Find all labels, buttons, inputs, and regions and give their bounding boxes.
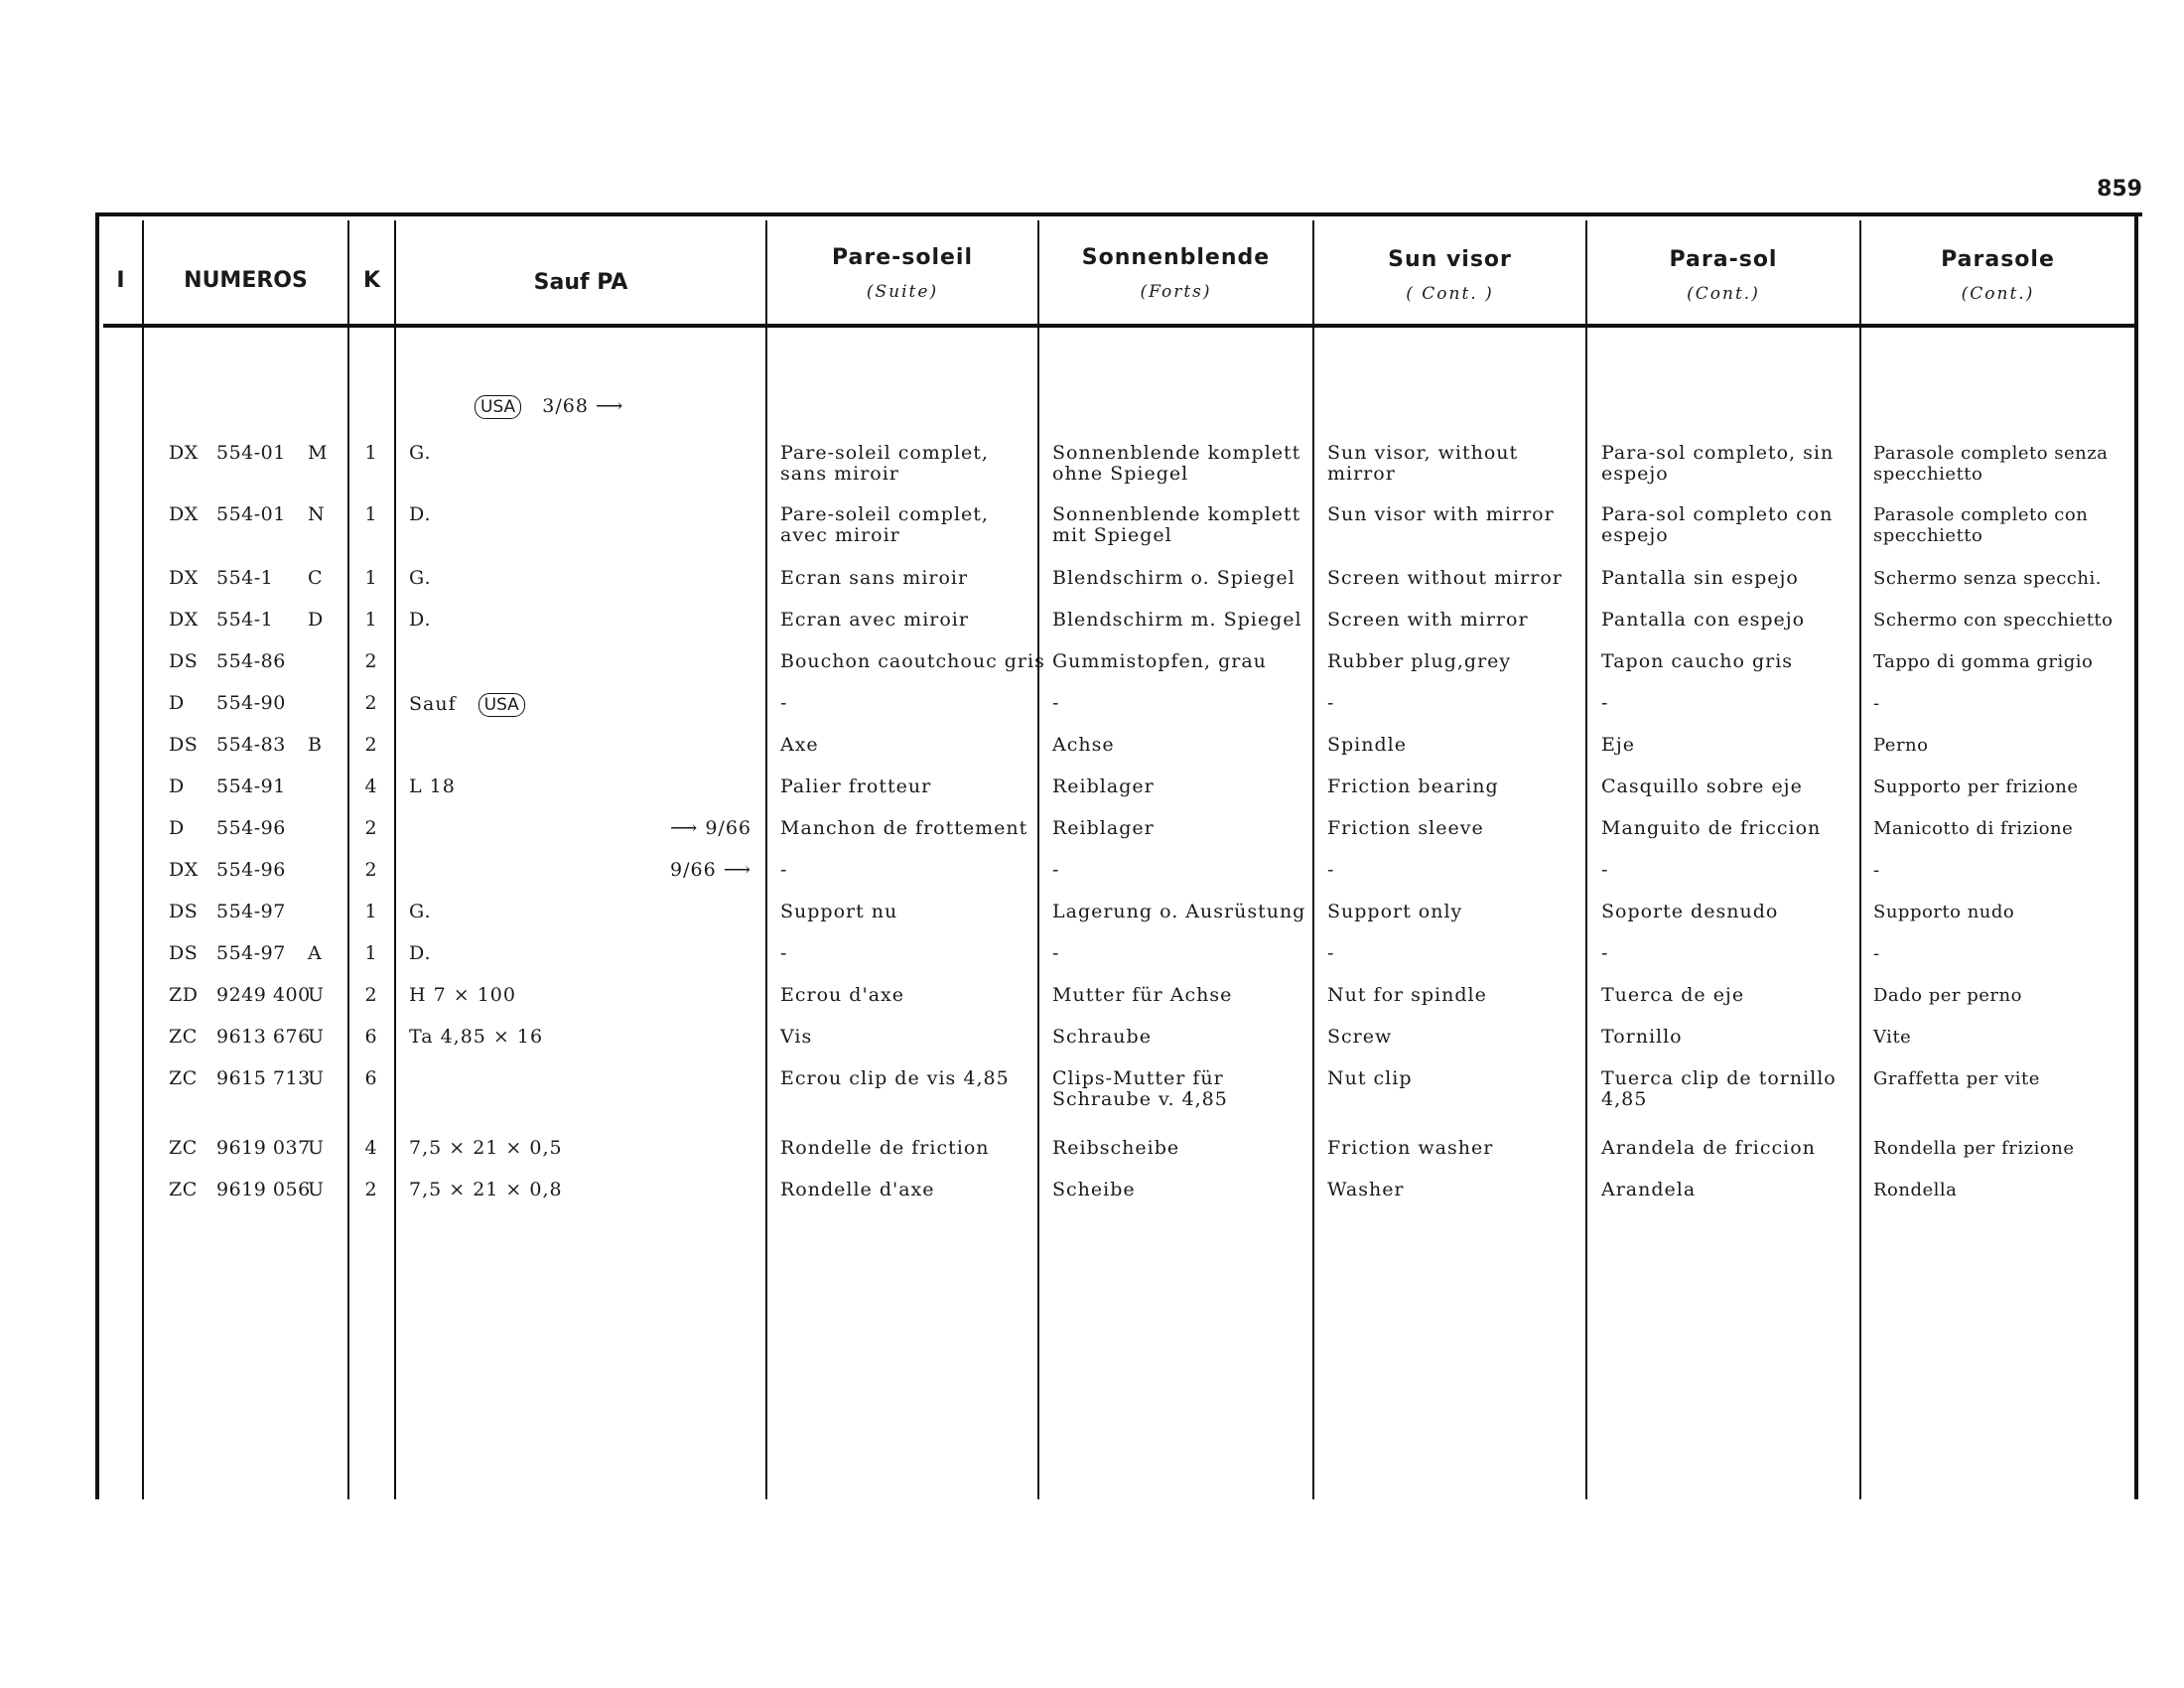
header-bottom-rule <box>103 324 2134 328</box>
rule-left-outer <box>95 212 99 1499</box>
quantity-k: 4 <box>364 1137 378 1159</box>
desc-en: Screen with mirror <box>1327 609 1529 631</box>
sauf-pa-date: 9/66 ⟶ <box>670 859 751 881</box>
desc-de: Clips-Mutter für Schraube v. 4,85 <box>1052 1067 1228 1110</box>
desc-de: Scheibe <box>1052 1179 1136 1200</box>
sauf-pa-cell: G. <box>409 567 432 589</box>
desc-it: Perno <box>1873 735 1929 756</box>
header-it-title: Parasole <box>1941 247 2055 272</box>
desc-de: Schraube <box>1052 1026 1152 1048</box>
desc-de: Mutter für Achse <box>1052 984 1233 1006</box>
part-number: 554-91 <box>216 775 286 797</box>
part-prefix: DX <box>169 503 199 525</box>
sauf-pa-date: ⟶ 9/66 <box>670 817 751 839</box>
part-prefix: DS <box>169 734 199 756</box>
rule-after-es <box>1859 220 1861 1499</box>
desc-en: - <box>1327 859 1335 881</box>
header-de-title: Sonnenblende <box>1081 245 1271 270</box>
sauf-pa-cell: G. <box>409 901 432 922</box>
quantity-k: 2 <box>364 734 378 756</box>
desc-it: - <box>1873 693 1880 714</box>
header-en <box>1314 247 1585 304</box>
quantity-k: 1 <box>364 442 378 464</box>
header-en-sub: ( Cont. ) <box>1406 284 1494 304</box>
sauf-pa-cell: D. <box>409 942 432 964</box>
desc-de: Reiblager <box>1052 775 1155 797</box>
quantity-k: 1 <box>364 609 378 631</box>
desc-fr: Bouchon caoutchouc gris <box>780 650 1045 672</box>
desc-de: Sonnenblende komplett mit Spiegel <box>1052 503 1301 546</box>
desc-de: Blendschirm m. Spiegel <box>1052 609 1302 631</box>
desc-fr: Support nu <box>780 901 898 922</box>
quantity-k: 1 <box>364 503 378 525</box>
part-number: 9615 713 <box>216 1067 311 1089</box>
desc-es: Manguito de friccion <box>1601 817 1822 839</box>
desc-de: Reiblager <box>1052 817 1155 839</box>
part-prefix: DS <box>169 942 199 964</box>
desc-fr: Vis <box>780 1026 813 1048</box>
desc-it: Vite <box>1873 1027 1912 1048</box>
quantity-k: 4 <box>364 775 378 797</box>
desc-fr: Palier frotteur <box>780 775 932 797</box>
sauf-text: Sauf <box>409 693 457 715</box>
page-number: 859 <box>2097 177 2142 202</box>
part-prefix: DX <box>169 442 199 464</box>
part-suffix: B <box>308 734 323 756</box>
part-number: 554-83 <box>216 734 286 756</box>
quantity-k: 2 <box>364 817 378 839</box>
desc-it: Supporto nudo <box>1873 902 2015 922</box>
usa-badge: USA <box>478 693 525 717</box>
desc-es: Arandela <box>1601 1179 1697 1200</box>
desc-de: - <box>1052 692 1060 714</box>
desc-it: - <box>1873 943 1880 964</box>
rule-after-en <box>1585 220 1587 1499</box>
desc-es: Arandela de friccion <box>1601 1137 1816 1159</box>
part-number: 554-86 <box>216 650 286 672</box>
part-number: 9619 056 <box>216 1179 311 1200</box>
part-prefix: D <box>169 817 185 839</box>
rule-after-de <box>1312 220 1314 1499</box>
part-prefix: ZD <box>169 984 199 1006</box>
sauf-pa-cell <box>409 693 525 717</box>
desc-en: Support only <box>1327 901 1463 922</box>
quantity-k: 2 <box>364 859 378 881</box>
part-prefix: DX <box>169 567 199 589</box>
part-prefix: ZC <box>169 1026 198 1048</box>
desc-fr: Manchon de frottement <box>780 817 1028 839</box>
header-es-sub: (Cont.) <box>1687 284 1760 304</box>
part-prefix: DX <box>169 609 199 631</box>
part-number: 9613 676 <box>216 1026 311 1048</box>
desc-en: Nut clip <box>1327 1067 1413 1089</box>
header-en-title: Sun visor <box>1388 247 1512 272</box>
desc-it: Schermo senza specchi. <box>1873 568 2102 589</box>
desc-de: Blendschirm o. Spiegel <box>1052 567 1296 589</box>
desc-de: - <box>1052 942 1060 964</box>
part-prefix: DS <box>169 901 199 922</box>
desc-es: Tuerca clip de tornillo 4,85 <box>1601 1067 1837 1110</box>
rule-left-inner <box>142 220 144 1499</box>
quantity-k: 1 <box>364 942 378 964</box>
part-suffix: D <box>308 609 325 631</box>
header-fr <box>767 245 1037 302</box>
quantity-k: 1 <box>364 567 378 589</box>
desc-de: - <box>1052 859 1060 881</box>
header-index: I <box>116 268 125 293</box>
desc-es: Para-sol completo, sin espejo <box>1601 442 1835 485</box>
rule-after-numeros <box>347 220 349 1499</box>
rule-right-outer <box>2134 212 2138 1499</box>
desc-en: Nut for spindle <box>1327 984 1487 1006</box>
desc-it: - <box>1873 860 1880 881</box>
desc-en: Rubber plug,grey <box>1327 650 1512 672</box>
part-prefix: DS <box>169 650 199 672</box>
desc-en: Friction bearing <box>1327 775 1499 797</box>
part-number: 554-96 <box>216 817 286 839</box>
desc-en: - <box>1327 692 1335 714</box>
desc-es: Eje <box>1601 734 1636 756</box>
part-number: 554-97 <box>216 942 286 964</box>
header-fr-sub: (Suite) <box>866 282 939 302</box>
part-suffix: N <box>308 503 326 525</box>
desc-en: Screen without mirror <box>1327 567 1563 589</box>
sauf-pa-cell: G. <box>409 442 432 464</box>
rule-after-fr <box>1037 220 1039 1499</box>
rule-after-k <box>394 220 396 1499</box>
desc-es: Pantalla sin espejo <box>1601 567 1799 589</box>
desc-it: Parasole completo senza specchietto <box>1873 443 2109 485</box>
quantity-k: 2 <box>364 650 378 672</box>
desc-en: Sun visor with mirror <box>1327 503 1555 525</box>
quantity-k: 2 <box>364 1179 378 1200</box>
header-fr-title: Pare-soleil <box>831 245 974 270</box>
part-suffix: M <box>308 442 329 464</box>
part-number: 554-90 <box>216 692 286 714</box>
part-suffix: U <box>308 1026 326 1048</box>
desc-fr: - <box>780 942 788 964</box>
part-prefix: D <box>169 775 185 797</box>
part-suffix: C <box>308 567 324 589</box>
header-sauf-pa: Sauf PA <box>533 270 628 295</box>
part-number: 9249 400 <box>216 984 311 1006</box>
sauf-pa-cell: D. <box>409 503 432 525</box>
desc-de: Sonnenblende komplett ohne Spiegel <box>1052 442 1301 485</box>
part-number: 554-01 <box>216 503 286 525</box>
desc-it: Manicotto di frizione <box>1873 818 2074 839</box>
part-prefix: DX <box>169 859 199 881</box>
desc-es: Tornillo <box>1601 1026 1683 1048</box>
sauf-pa-cell: Ta 4,85 × 16 <box>409 1026 544 1048</box>
part-suffix: U <box>308 984 326 1006</box>
desc-en: Washer <box>1327 1179 1405 1200</box>
header-de <box>1039 245 1312 302</box>
desc-fr: Rondelle d'axe <box>780 1179 935 1200</box>
desc-fr: Ecran avec miroir <box>780 609 969 631</box>
part-prefix: D <box>169 692 185 714</box>
desc-es: Tuerca de eje <box>1601 984 1745 1006</box>
desc-en: Friction sleeve <box>1327 817 1484 839</box>
desc-en: - <box>1327 942 1335 964</box>
header-k: K <box>362 268 381 293</box>
quantity-k: 6 <box>364 1026 378 1048</box>
part-number: 554-1 <box>216 567 274 589</box>
desc-en: Screw <box>1327 1026 1393 1048</box>
sauf-pa-cell: 7,5 × 21 × 0,5 <box>409 1137 563 1159</box>
header-es <box>1587 247 1859 304</box>
desc-es: Para-sol completo con espejo <box>1601 503 1834 546</box>
desc-fr: Ecrou d'axe <box>780 984 904 1006</box>
header-de-sub: (Forts) <box>1140 282 1212 302</box>
part-suffix: A <box>308 942 323 964</box>
desc-fr: Pare-soleil complet, sans miroir <box>780 442 989 485</box>
part-suffix: U <box>308 1137 326 1159</box>
desc-de: Achse <box>1052 734 1115 756</box>
header-it-sub: (Cont.) <box>1961 284 2035 304</box>
desc-en: Friction washer <box>1327 1137 1494 1159</box>
desc-it: Supporto per frizione <box>1873 776 2079 797</box>
desc-es: - <box>1601 942 1609 964</box>
desc-en: Sun visor, without mirror <box>1327 442 1519 485</box>
desc-es: Soporte desnudo <box>1601 901 1779 922</box>
part-prefix: ZC <box>169 1137 198 1159</box>
part-suffix: U <box>308 1067 326 1089</box>
desc-it: Parasole completo con specchietto <box>1873 504 2089 546</box>
desc-it: Schermo con specchietto <box>1873 610 2114 631</box>
part-number: 554-1 <box>216 609 274 631</box>
part-prefix: ZC <box>169 1179 198 1200</box>
rule-after-sauf <box>765 220 767 1499</box>
header-it <box>1861 247 2134 304</box>
desc-es: - <box>1601 859 1609 881</box>
part-prefix: ZC <box>169 1067 198 1089</box>
desc-es: Pantalla con espejo <box>1601 609 1806 631</box>
usa-badge: USA <box>475 395 521 419</box>
header-es-title: Para-sol <box>1669 247 1778 272</box>
desc-es: Casquillo sobre eje <box>1601 775 1803 797</box>
desc-en: Spindle <box>1327 734 1407 756</box>
quantity-k: 2 <box>364 984 378 1006</box>
desc-it: Rondella per frizione <box>1873 1138 2075 1159</box>
desc-fr: Ecran sans miroir <box>780 567 969 589</box>
part-number: 554-97 <box>216 901 286 922</box>
sauf-pa-cell: 7,5 × 21 × 0,8 <box>409 1179 563 1200</box>
sauf-pa-cell: D. <box>409 609 432 631</box>
desc-fr: Ecrou clip de vis 4,85 <box>780 1067 1010 1089</box>
header-numeros: NUMEROS <box>184 268 308 293</box>
quantity-k: 2 <box>364 692 378 714</box>
desc-fr: Pare-soleil complet, avec miroir <box>780 503 989 546</box>
part-number: 554-96 <box>216 859 286 881</box>
desc-fr: Rondelle de friction <box>780 1137 990 1159</box>
desc-fr: - <box>780 692 788 714</box>
table-top-rule <box>97 212 2142 216</box>
part-number: 9619 037 <box>216 1137 311 1159</box>
pre-note-text: 3/68 ⟶ <box>542 395 624 417</box>
desc-fr: Axe <box>780 734 819 756</box>
desc-it: Rondella <box>1873 1180 1958 1200</box>
desc-de: Reibscheibe <box>1052 1137 1180 1159</box>
desc-de: Gummistopfen, grau <box>1052 650 1267 672</box>
sauf-pa-cell: L 18 <box>409 775 456 797</box>
desc-it: Dado per perno <box>1873 985 2022 1006</box>
desc-it: Graffetta per vite <box>1873 1068 2040 1089</box>
part-number: 554-01 <box>216 442 286 464</box>
desc-de: Lagerung o. Ausrüstung <box>1052 901 1306 922</box>
quantity-k: 6 <box>364 1067 378 1089</box>
desc-it: Tappo di gomma grigio <box>1873 651 2094 672</box>
quantity-k: 1 <box>364 901 378 922</box>
sauf-pa-cell: H 7 × 100 <box>409 984 516 1006</box>
part-suffix: U <box>308 1179 326 1200</box>
desc-es: - <box>1601 692 1609 714</box>
desc-es: Tapon caucho gris <box>1601 650 1794 672</box>
desc-fr: - <box>780 859 788 881</box>
pre-note <box>475 395 623 419</box>
